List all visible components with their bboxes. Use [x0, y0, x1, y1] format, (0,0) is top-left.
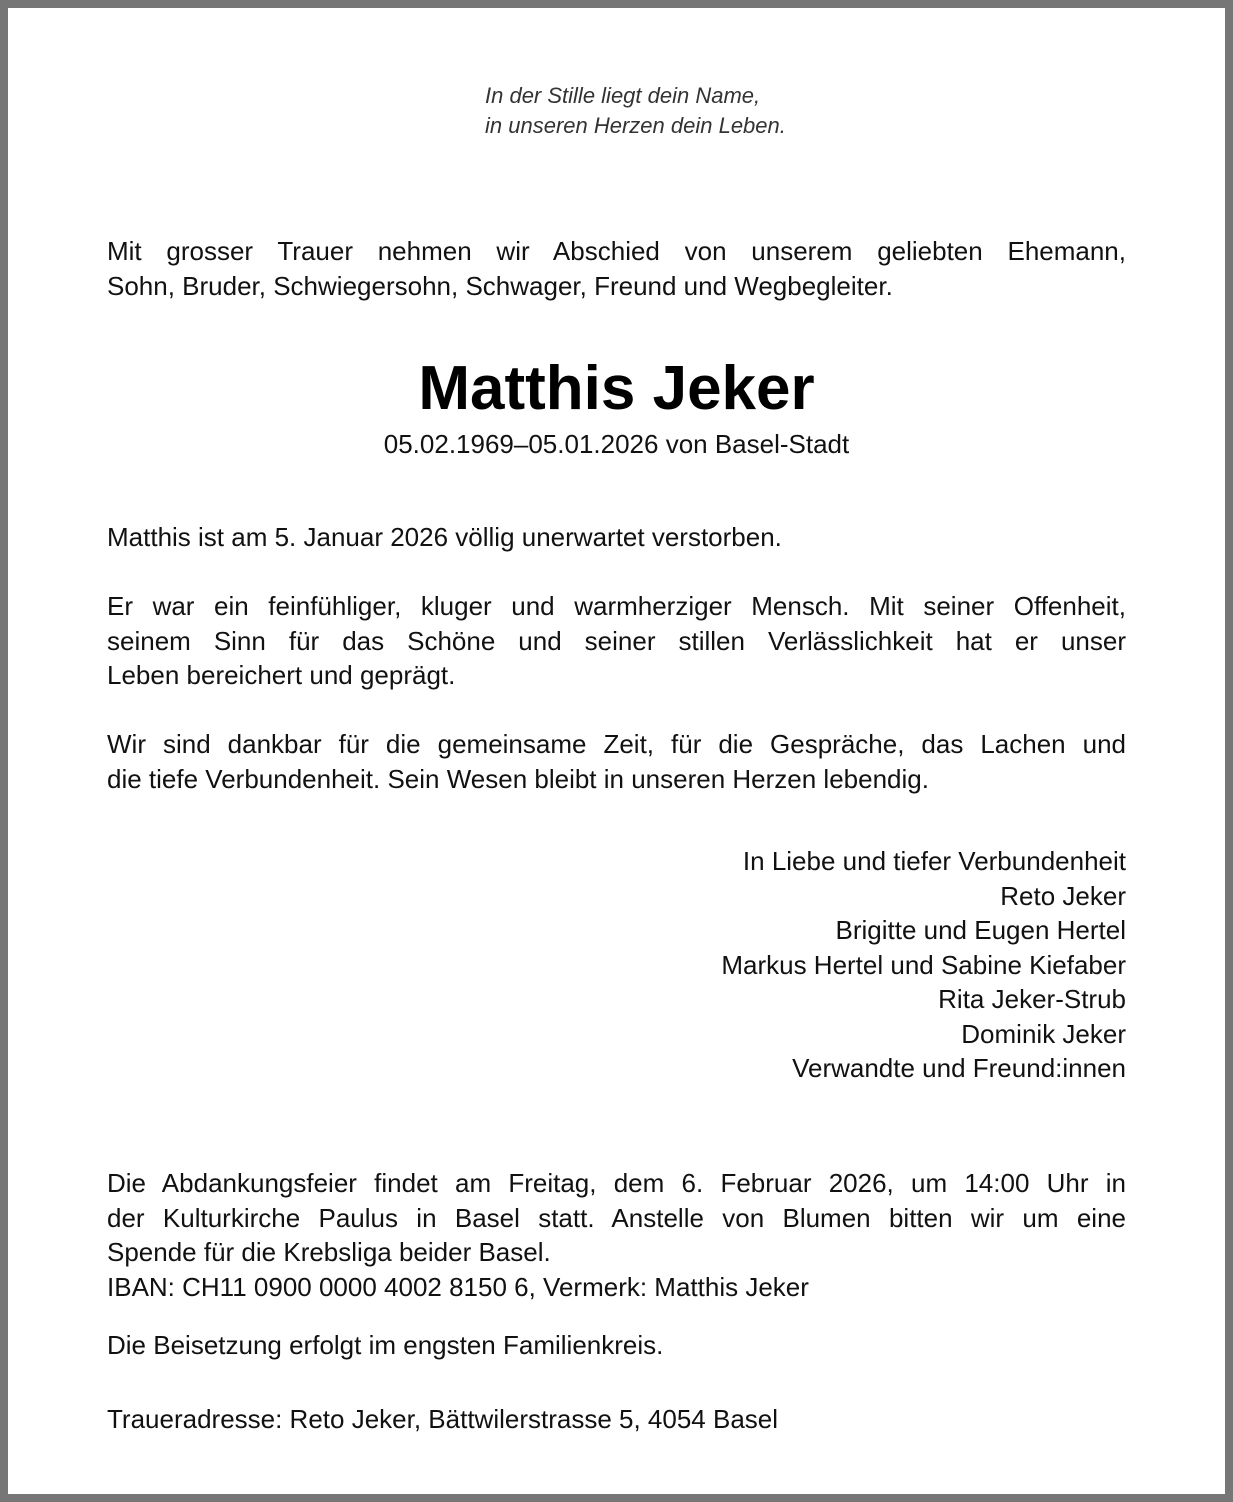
iban-line: IBAN: CH11 0900 0000 4002 8150 6, Vermerk: Matthis Jeker: [107, 1271, 809, 1302]
epigraph: [485, 81, 786, 141]
signature-line: Rita Jeker-Strub: [938, 984, 1126, 1014]
signatures: [107, 844, 1126, 1086]
signature-line: Brigitte und Eugen Hertel: [835, 915, 1126, 945]
paragraph-2: [107, 589, 1126, 693]
paragraph-1: [107, 520, 1126, 555]
signature-line: Dominik Jeker: [961, 1018, 1126, 1049]
text-line: der Kulturkirche Paulus in Basel statt. Anstelle von Blumen bitten wir um eine: [107, 1202, 1126, 1233]
text-line: Er war ein feinfühliger, kluger und warmherziger Mensch. Mit seiner Offenheit,: [107, 591, 1126, 621]
text-line: Sohn, Bruder, Schwiegersohn, Schwager, Freund und Wegbegleiter.: [107, 270, 893, 301]
text-line: Mit grosser Trauer nehmen wir Abschied von unserem geliebten Ehemann,: [107, 236, 1126, 266]
intro-paragraph: [107, 234, 1126, 303]
deceased-name: Matthis Jeker: [418, 354, 815, 423]
paragraph-3: [107, 727, 1126, 796]
signature-line: Verwandte und Freund:innen: [792, 1053, 1126, 1083]
text-line: Die Abdankungsfeier findet am Freitag, dem 6. Februar 2026, um 14:00 Uhr in: [107, 1168, 1126, 1198]
text-line: Spende für die Krebsliga beider Basel.: [107, 1237, 551, 1267]
obituary-page: [8, 8, 1225, 1494]
ceremony-info: [107, 1166, 1126, 1304]
epigraph-line: in unseren Herzen dein Leben.: [485, 113, 786, 138]
text-line: Wir sind dankbar für die gemeinsame Zeit, für die Gespräche, das Lachen und: [107, 729, 1126, 759]
epigraph-line: In der Stille liegt dein Name,: [485, 83, 761, 108]
life-dates: 05.02.1969–05.01.2026 von Basel-Stadt: [383, 429, 850, 459]
signature-line: In Liebe und tiefer Verbundenheit: [742, 846, 1126, 876]
mourning-address: [107, 1402, 1126, 1437]
text-line: die tiefe Verbundenheit. Sein Wesen bleibt in unseren Herzen lebendig.: [107, 763, 929, 794]
text-line: Die Beisetzung erfolgt im engsten Familienkreis.: [107, 1330, 664, 1360]
text-line: seinem Sinn für das Schöne und seiner stillen Verlässlichkeit hat er unser: [107, 625, 1126, 656]
text-line: Leben bereichert und geprägt.: [107, 660, 456, 690]
signature-line: Markus Hertel und Sabine Kiefaber: [721, 949, 1126, 980]
burial-info: [107, 1328, 1126, 1363]
text-line: Traueradresse: Reto Jeker, Bättwilerstrasse 5, 4054 Basel: [107, 1404, 779, 1434]
text-line: Matthis ist am 5. Januar 2026 völlig unerwartet verstorben.: [107, 522, 782, 552]
signature-line: Reto Jeker: [1000, 880, 1126, 911]
